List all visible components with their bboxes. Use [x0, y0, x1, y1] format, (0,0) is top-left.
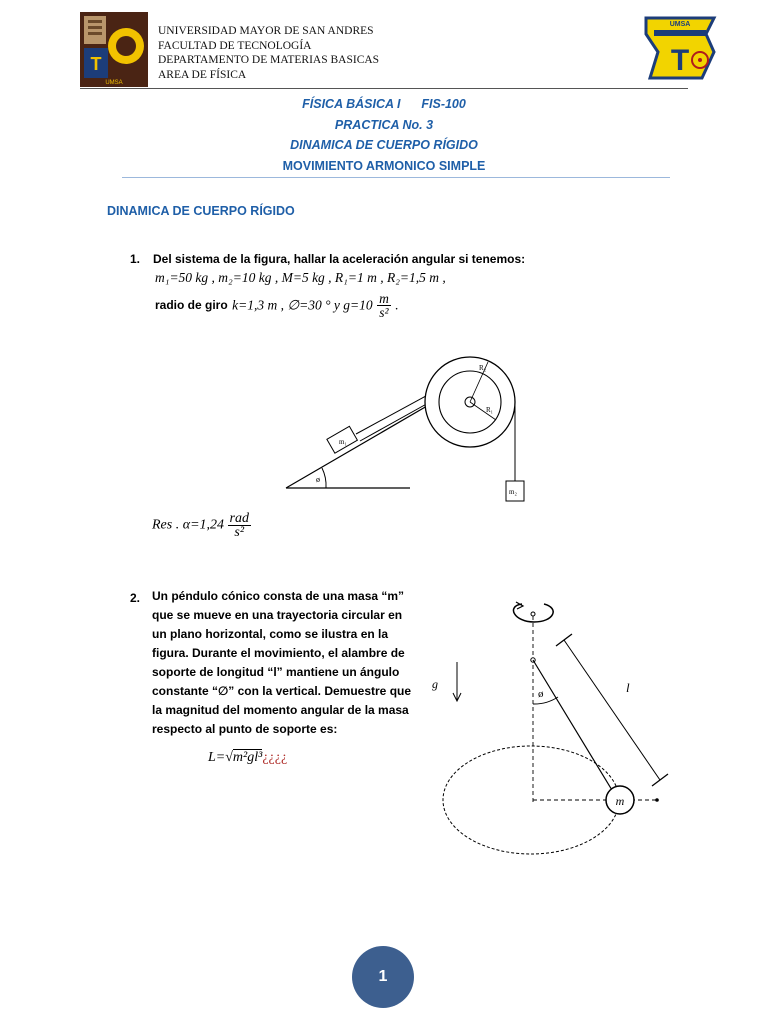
- problem-1-statement: Del sistema de la figura, hallar la aceleración angular si tenemos:: [153, 252, 526, 266]
- faculty-name: FACULTAD DE TECNOLOGÍA: [158, 39, 312, 52]
- problem-2-line: que se mueve en una trayectoria circular en: [152, 608, 403, 622]
- page-number-badge: 1: [352, 946, 414, 1008]
- conical-pendulum-figure: [432, 592, 668, 860]
- problem-2-line: soporte de longitud “l” mantiene un ángulo: [152, 665, 400, 679]
- g-unit-den: s²: [379, 305, 389, 320]
- header-divider: [80, 88, 688, 89]
- answer-unit-fraction: [228, 512, 251, 539]
- answer-value: Res . α=1,24: [152, 517, 225, 533]
- title-divider: [122, 177, 670, 178]
- area-name: AREA DE FÍSICA: [158, 68, 247, 81]
- left-logo-label: UMSA: [105, 80, 123, 86]
- course-logo: [640, 12, 720, 86]
- practice-subtopic: MOVIMIENTO ARMONICO SIMPLE: [282, 158, 486, 173]
- phi-arc: [533, 697, 558, 704]
- problem-1-given: [155, 270, 446, 286]
- given-values: m₁=50 kg , m₂=10 kg , M=5 kg , R₁=1 m , R₂=1,5 m ,: [155, 270, 446, 285]
- course-name: FÍSICA BÁSICA I: [302, 97, 401, 111]
- problem-2-line: Un péndulo cónico consta de una masa “m”: [152, 589, 405, 603]
- formula-radicand: m²gl³: [232, 750, 263, 765]
- department-name: DEPARTAMENTO DE MATERIAS BASICAS: [158, 54, 380, 66]
- length-dimension-line: [564, 640, 660, 780]
- problem-1-number: 1.: [130, 252, 141, 266]
- r1-label: R₁: [486, 406, 494, 414]
- section-heading: DINAMICA DE CUERPO RÍGIDO: [107, 204, 295, 218]
- institution-header: [158, 24, 379, 82]
- radius-label: radio de giro: [155, 298, 228, 312]
- faculty-logo: [80, 12, 148, 87]
- problem-2-line: la magnitud del momento angular de la masa: [152, 703, 409, 717]
- course-line: [100, 94, 668, 115]
- svg-text:T: T: [670, 44, 690, 77]
- svg-text:T: T: [90, 54, 102, 74]
- answer-unit-den: s²: [234, 525, 245, 540]
- pulley-incline-figure: [282, 348, 532, 510]
- g-label: g: [432, 677, 438, 691]
- problem-2-line: respecto al punto de soporte es:: [152, 722, 338, 736]
- problem-2-line: un plano horizontal, como se ilustra en la: [152, 627, 389, 641]
- axis-top-point: [531, 612, 535, 616]
- practice-number: PRACTICA No. 3: [334, 117, 434, 132]
- m2-label: m₂: [509, 488, 517, 496]
- length-tick-bottom: [652, 774, 668, 786]
- r2-label: R₂: [479, 364, 487, 372]
- answer-unit-num: rad: [229, 511, 249, 526]
- length-tick-top: [556, 634, 572, 646]
- problem-2-statement: [152, 587, 427, 739]
- radius-end-point: [655, 798, 659, 802]
- university-name: UNIVERSIDAD MAYOR DE SAN ANDRES: [158, 25, 374, 37]
- radius-value: k=1,3 m , ∅=30 ° y g=10: [232, 297, 373, 313]
- m1-label: m₁: [339, 438, 347, 446]
- g-unit-num: m: [379, 291, 389, 306]
- g-unit-fraction: [377, 292, 391, 319]
- problem-2-line: constante “∅” con la vertical. Demuestre que: [152, 684, 412, 698]
- problem-2-line: figura. Durante el movimiento, el alambre de: [152, 646, 405, 660]
- problem-2-number: 2.: [130, 591, 141, 605]
- angle-arc: [322, 468, 326, 488]
- problem-2-formula: [208, 750, 287, 766]
- incline: [286, 406, 427, 488]
- l-label: l: [626, 680, 630, 695]
- pendulum-wire: [533, 660, 618, 800]
- angle-label: ø: [316, 475, 320, 484]
- problem-1-answer: [152, 512, 251, 539]
- practice-topic: DINAMICA DE CUERPO RÍGIDO: [290, 138, 478, 152]
- formula-lhs: L=√: [208, 750, 233, 765]
- course-code: FIS-100: [421, 97, 466, 111]
- mass-label: m: [615, 794, 625, 808]
- problem-1-radius-line: radio de giro k=1,3 m , ∅=30 ° y g=10 $\frac{m}{\text{s²}}$ .: [155, 291, 399, 320]
- formula-tail: ¿¿¿¿: [262, 750, 288, 765]
- right-logo-label: UMSA: [669, 21, 691, 28]
- phi-label: ø: [538, 688, 544, 700]
- title-block: [100, 94, 668, 176]
